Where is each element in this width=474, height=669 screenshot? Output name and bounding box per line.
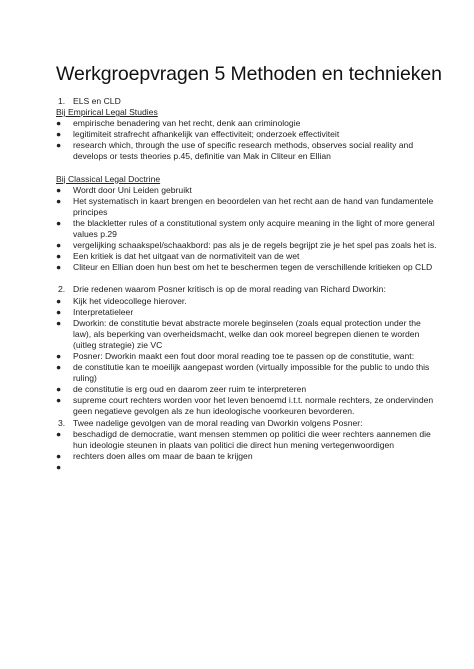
bullet-icon: ● [56,350,62,361]
list-item [56,262,438,273]
bullet-icon: ● [56,262,62,273]
list-item-text: Posner: Dworkin maakt een fout door moral reading toe te passen op de constitutie, want: [73,350,415,361]
list-item-text: Interpretatieleer [73,306,134,317]
bullet-icon: ● [56,317,62,328]
list-item [56,395,438,417]
bullet-icon: ● [56,395,62,406]
list-item [56,307,438,318]
numbered-item-3 [56,418,438,429]
item-number: 2. [58,284,66,295]
list-item-text: research which, through the use of specific research methods, observes social reality and develops or tests theories p.45, definitie van Mak in Cliteur en Ellian [73,140,414,162]
document-title: Werkgroepvragen 5 Methoden en technieken [56,63,442,85]
list-item-text: legitimiteit strafrecht afhankelijk van effectiviteit; onderzoek effectiviteit [73,129,340,140]
list-item [56,129,438,140]
item-number: 3. [58,417,66,428]
list-item [56,196,438,218]
numbered-item-2 [56,284,438,295]
bullet-icon: ● [56,384,62,395]
bullet-icon: ● [56,195,62,206]
item-heading: Drie redenen waarom Posner kritisch is op de moral reading van Richard Dworkin: [73,284,386,295]
posner-critique-bullet-list [56,296,438,418]
bullet-icon: ● [56,129,62,140]
list-item [56,318,438,351]
list-item [56,362,438,384]
list-item [56,296,438,307]
bullet-icon: ● [56,240,62,251]
numbered-item-1 [56,96,438,107]
bullet-icon: ● [56,450,62,461]
bullet-icon: ● [56,295,62,306]
list-item [56,451,438,462]
list-item-text: Wordt door Uni Leiden gebruikt [73,184,192,195]
list-item [56,185,438,196]
els-bullet-list [56,118,438,162]
list-item [56,384,438,395]
list-item [56,140,438,162]
cld-bullet-list [56,185,438,274]
list-item-text: Een kritiek is dat het uitgaat van de normativiteit van de wet [73,251,300,262]
list-item-text: Dworkin: de constitutie bevat abstracte morele beginselen (zoals equal protection under the law), als beperking van overheidsmacht, welke dan ook moreel begrepen dienen te worden (uitleg strategie) zie VC [73,317,421,350]
list-item [56,240,438,251]
bullet-icon: ● [56,428,62,439]
consequences-bullet-list [56,428,438,472]
item-heading: Twee nadelige gevolgen van de moral reading van Dworkin volgens Posner: [73,417,363,428]
list-item-text: supreme court rechters worden voor het leven benoemd i.t.t. normale rechters, ze ondervinden geen negatieve gevolgen als ze hun ideologische voorkeuren bevorderen. [73,395,434,417]
list-item-text: Cliteur en Ellian doen hun best om het te beschermen tegen de verschillende kritieken op CLD [73,262,433,273]
list-item [56,118,438,129]
list-item-text: rechters doen alles om maar de baan te krijgen [73,450,253,461]
subheading-cld: Bij Classical Legal Doctrine [56,173,161,184]
bullet-icon: ● [56,118,62,129]
list-item [56,429,438,451]
bullet-icon: ● [56,461,62,472]
list-item [56,351,438,362]
list-item-text: de constitutie kan te moeilijk aangepast worden (virtually impossible for the public to undo this ruling) [73,362,430,384]
list-item-text: the blackletter rules of a constitutional system only acquire meaning in the light of more general values p.29 [73,217,435,240]
bullet-icon: ● [56,217,62,228]
list-item [56,218,438,240]
bullet-icon: ● [56,140,62,151]
item-heading: ELS en CLD [73,96,121,106]
list-item-text: Het systematisch in kaart brengen en beoordelen van het recht aan de hand van fundamentele principes [73,195,434,217]
list-item-text: Kijk het videocollege hierover. [73,295,187,306]
bullet-icon: ● [56,306,62,317]
bullet-icon: ● [56,184,62,195]
bullet-icon: ● [56,362,62,373]
item-number: 1. [58,96,66,106]
list-item-text: de constitutie is erg oud en daarom zeer ruim te interpreteren [73,384,307,395]
list-item [56,251,438,262]
list-item-text: beschadigd de democratie, want mensen stemmen op politici die weer rechters aannemen die hun ideologie steunen in plaats van politici die direct hun mening vertegenwoordigen [73,428,431,450]
list-item-text: vergelijking schaakspel/schaakbord: pas als je de regels begrijpt zie je het spel pas zoals het is. [73,240,437,251]
bullet-icon: ● [56,251,62,262]
subheading-els: Bij Empirical Legal Studies [56,107,158,118]
list-item-text: empirische benadering van het recht, denk aan criminologie [73,118,301,129]
